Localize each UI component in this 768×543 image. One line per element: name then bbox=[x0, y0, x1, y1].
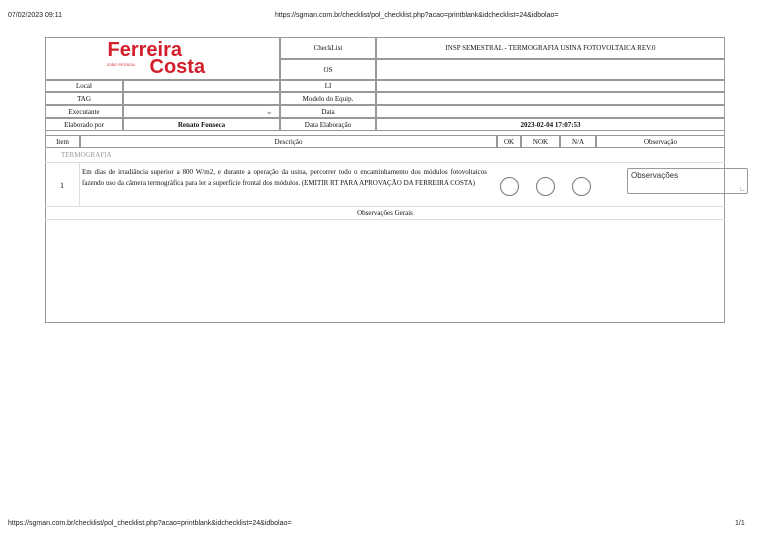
col-ok: OK bbox=[497, 135, 521, 148]
checklist-value: INSP SEMESTRAL - TERMOGRAFIA USINA FOTOVOLTAICA REV.0 bbox=[376, 37, 725, 59]
elaborado-label: Elaborado por bbox=[45, 118, 123, 131]
tag-label: TAG bbox=[45, 92, 123, 105]
footer-url: https://sgman.com.br/checklist/pol_checklist.php?acao=printblank&idchecklist=24&idbolao= bbox=[8, 520, 292, 527]
data-label: Data bbox=[280, 105, 376, 118]
page-number: 1/1 bbox=[735, 520, 745, 527]
col-na: N/A bbox=[560, 135, 596, 148]
os-field[interactable] bbox=[376, 59, 725, 80]
row-item: 1 bbox=[45, 163, 80, 207]
col-descricao: Descrição bbox=[80, 135, 497, 148]
li-label: LI bbox=[280, 80, 376, 92]
nok-radio[interactable] bbox=[536, 177, 555, 196]
logo bbox=[45, 37, 280, 80]
observacao-placeholder: Observações bbox=[631, 171, 679, 180]
local-field[interactable] bbox=[123, 80, 280, 92]
elaborado-value: Renato Fonseca bbox=[123, 118, 280, 131]
os-label: OS bbox=[280, 59, 376, 80]
tag-field[interactable] bbox=[123, 92, 280, 105]
col-observacao: Observação bbox=[596, 135, 725, 148]
observacao-textarea[interactable] bbox=[627, 168, 748, 194]
section-termografia: TERMOGRAFIA bbox=[45, 148, 725, 163]
data-elab-label: Data Elaboração bbox=[280, 118, 376, 131]
executante-select[interactable] bbox=[123, 105, 280, 118]
modelo-field[interactable] bbox=[376, 92, 725, 105]
logo-line2: Costa bbox=[149, 55, 206, 78]
general-obs-field[interactable] bbox=[45, 220, 725, 323]
print-datetime: 07/02/2023 09:11 bbox=[8, 12, 62, 19]
logo-sub: JOÃO PESSOA bbox=[106, 61, 135, 67]
print-url: https://sgman.com.br/checklist/pol_checklist.php?acao=printblank&idchecklist=24&idbolao= bbox=[275, 12, 559, 19]
chevron-down-icon: ⌄ bbox=[265, 106, 273, 116]
logo-line1: Ferreira bbox=[107, 38, 182, 61]
local-label: Local bbox=[45, 80, 123, 92]
ok-radio[interactable] bbox=[500, 177, 519, 196]
data-field[interactable] bbox=[376, 105, 725, 118]
resize-handle-icon[interactable]: ∟ bbox=[739, 186, 746, 193]
li-field[interactable] bbox=[376, 80, 725, 92]
data-elab-value: 2023-02-04 17:07:53 bbox=[376, 118, 725, 131]
general-obs-label: Observações Gerais bbox=[45, 207, 725, 220]
na-radio[interactable] bbox=[572, 177, 591, 196]
modelo-label: Modelo do Equip. bbox=[280, 92, 376, 105]
row-description: Em dias de irradiância superior a 800 W/m2, e durante a operação da usina, percorrer todo o encaminhamento dos módulos fotovoltaicos fazendo uso da câmera termográfica para ler a superfície frontal dos módulos. (EMITIR RT PARA APROVAÇÃO DA FERREIRA COSTA) bbox=[82, 168, 487, 187]
col-item: Item bbox=[45, 135, 80, 148]
table-row bbox=[45, 163, 746, 207]
col-nok: NOK bbox=[521, 135, 560, 148]
executante-label: Executante bbox=[45, 105, 123, 118]
checklist-label: CheckList bbox=[280, 37, 376, 59]
